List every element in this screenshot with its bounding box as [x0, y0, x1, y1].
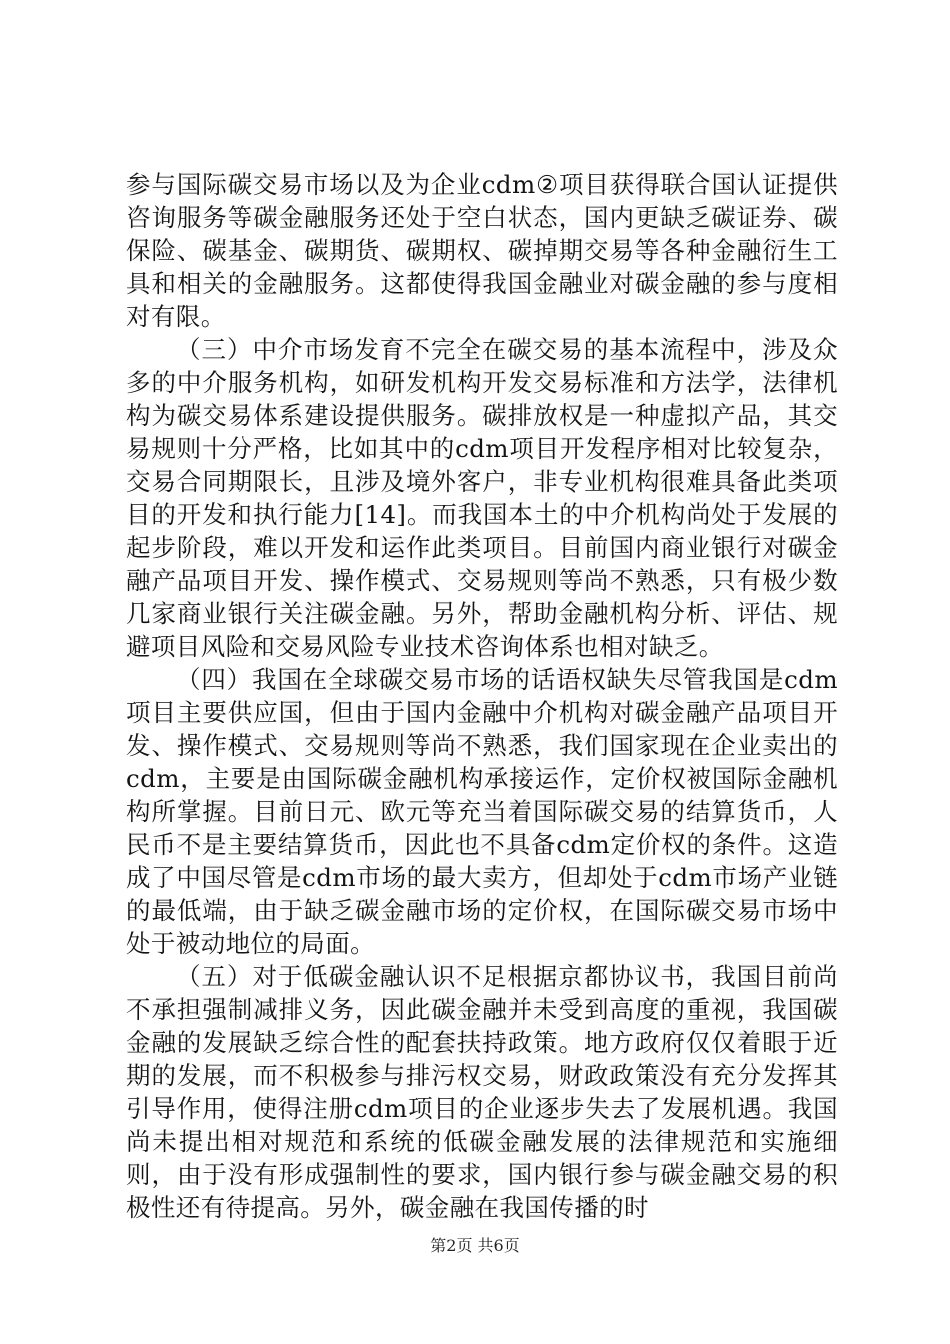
- page-number-footer: 第2页 共6页: [430, 1236, 520, 1255]
- paragraph-section-5: （五）对于低碳金融认识不足根据京都协议书，我国目前尚不承担强制减排义务，因此碳金融并未受到高度的重视，我国碳金融的发展缺乏综合性的配套扶持政策。地方政府仅仅着眼于近期的发展，而不积极参与排污权交易，财政政策没有充分发挥其引导作用，使得注册cdm项目的企业逐步失去了发展机遇。我国尚未提出相对规范和系统的低碳金融发展的法律规范和实施细则，由于没有形成强制性的要求，国内银行参与碳金融交易的积极性还有待提高。另外，碳金融在我国传播的时: [126, 962, 838, 1222]
- document-body: [126, 168, 838, 1224]
- paragraph-section-4: （四）我国在全球碳交易市场的话语权缺失尽管我国是cdm项目主要供应国，但由于国内金融中介机构对碳金融产品项目开发、操作模式、交易规则等尚不熟悉，我们国家现在企业卖出的cdm，主要是由国际碳金融机构承接运作，定价权被国际金融机构所掌握。目前日元、欧元等充当着国际碳交易的结算货币，人民币不是主要结算货币，因此也不具备cdm定价权的条件。这造成了中国尽管是cdm市场的最大卖方，但却处于cdm市场产业链的最低端，由于缺乏碳金融市场的定价权，在国际碳交易市场中处于被动地位的局面。: [126, 665, 838, 958]
- paragraph-continuation: 参与国际碳交易市场以及为企业cdm②项目获得联合国认证提供咨询服务等碳金融服务还处于空白状态，国内更缺乏碳证券、碳保险、碳基金、碳期货、碳期权、碳掉期交易等各种金融衍生工具和相关的金融服务。这都使得我国金融业对碳金融的参与度相对有限。: [126, 170, 838, 331]
- paragraph-section-3: （三）中介市场发育不完全在碳交易的基本流程中，涉及众多的中介服务机构，如研发机构开发交易标准和方法学，法律机构为碳交易体系建设提供服务。碳排放权是一种虚拟产品，其交易规则十分严格，比如其中的cdm项目开发程序相对比较复杂，交易合同期限长，且涉及境外客户，非专业机构很难具备此类项目的开发和执行能力[14]。而我国本土的中介机构尚处于发展的起步阶段，难以开发和运作此类项目。目前国内商业银行对碳金融产品项目开发、操作模式、交易规则等尚不熟悉，只有极少数几家商业银行关注碳金融。另外，帮助金融机构分析、评估、规避项目风险和交易风险专业技术咨询体系也相对缺乏。: [126, 335, 838, 661]
